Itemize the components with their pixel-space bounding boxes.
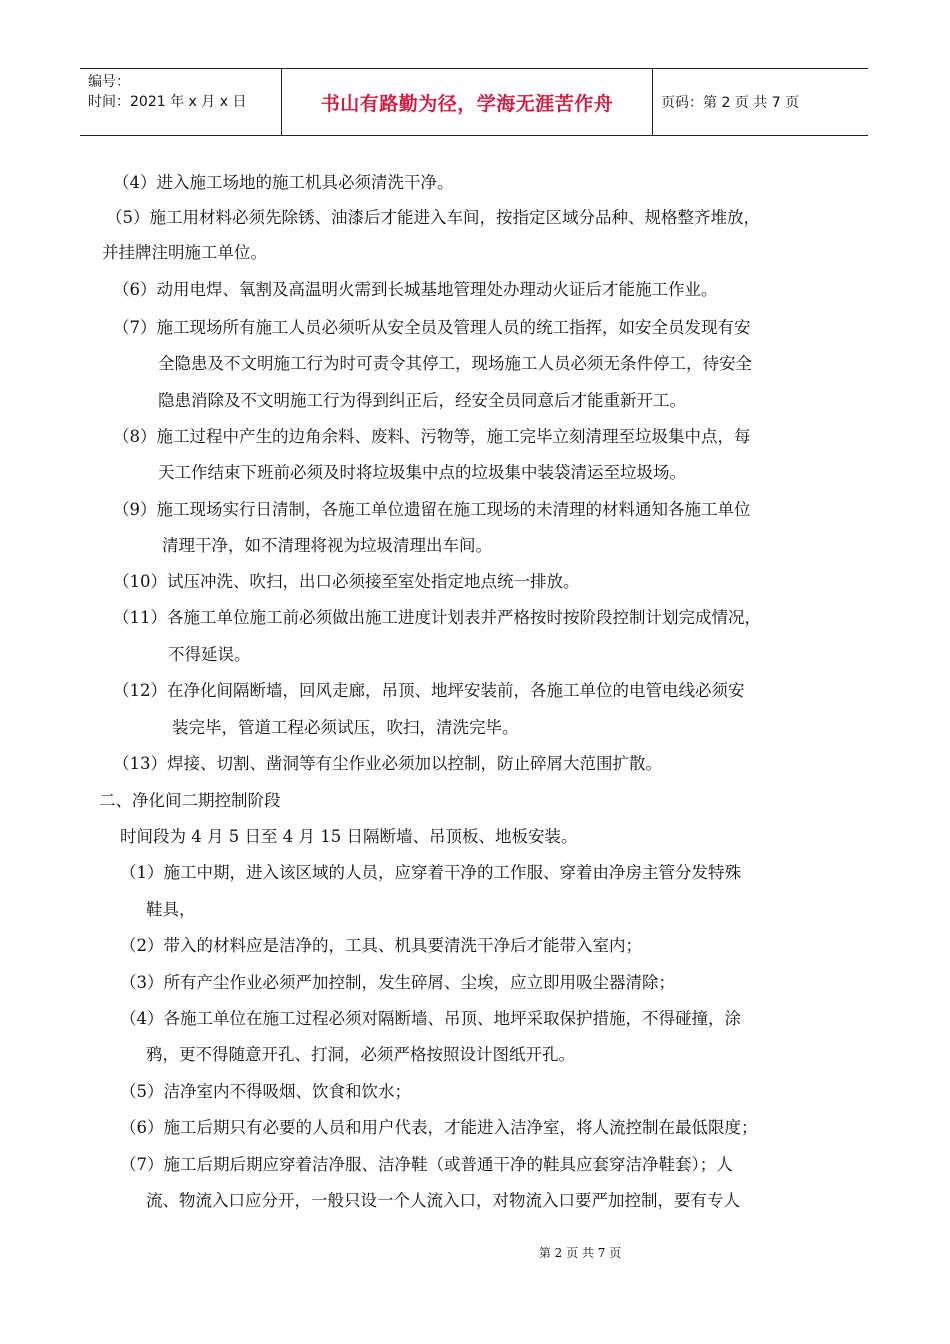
text-line: 天工作结束下班前必须及时将垃圾集中点的垃圾集中装袋清运至垃圾场。 [158,463,686,482]
text-line: （5）施工用材料必须先除锈、油漆后才能进入车间，按指定区域分品种、规格整齐堆放， [106,208,760,227]
text-line: （2）带入的材料应是洁净的，工具、机具要清洗干净后才能带入室内； [120,936,642,955]
text-line: （4）进入施工场地的施工机具必须清洗干净。 [113,173,454,192]
text-line: （11）各施工单位施工前必须做出施工进度计划表并严格按时按阶段控制计划完成情况， [113,608,761,627]
text-line: （6）施工后期只有必要的人员和用户代表，才能进入洁净室，将人流控制在最低限度； [120,1118,758,1137]
text-line: （13）焊接、切割、凿洞等有尘作业必须加以控制，防止碎屑大范围扩散。 [113,754,662,773]
text-line: 清理干净，如不清理将视为垃圾清理出车间。 [162,536,492,555]
text-line: （8）施工过程中产生的边角余料、废料、污物等，施工完毕立刻清理至垃圾集中点，每 [113,427,751,446]
text-line: （1）施工中期，进入该区域的人员，应穿着干净的工作服、穿着由净房主管分发特殊 [120,863,741,882]
number-label: 编号： [88,74,130,90]
text-line: （10）试压冲洗、吹扫，出口必须接至室处指定地点统一排放。 [113,572,580,591]
text-line: 隐患消除及不文明施工行为得到纠正后，经安全员同意后才能重新开工。 [158,391,686,410]
text-line: （3）所有产尘作业必须严加控制，发生碎屑、尘埃，应立即用吸尘器清除； [120,973,675,992]
header-table [80,68,868,136]
motto: 书山有路勤为径，学海无涯苦作舟 [282,69,653,135]
text-line: 不得延误。 [168,645,251,664]
text-line: 全隐患及不文明施工行为时可责令其停工，现场施工人员必须无条件停工，待安全 [158,354,752,373]
time-label: 时间：2021 年 x 月 x 日 [88,94,247,110]
text-line: （9）施工现场实行日清制，各施工单位遗留在施工现场的未清理的材料通知各施工单位 [113,500,751,519]
section-heading: 二、净化间二期控制阶段 [99,791,281,810]
text-line: 时间段为 4 月 5 日至 4 月 15 日隔断墙、吊顶板、地板安装。 [120,827,578,846]
text-line: （6）动用电焊、氧割及高温明火需到长城基地管理处办理动火证后才能施工作业。 [113,280,718,299]
text-line: （12）在净化间隔断墙，回风走廊，吊顶、地坪安装前，各施工单位的电管电线必须安 [113,681,745,700]
text-line: （7）施工现场所有施工人员必须听从安全员及管理人员的统工指挥，如安全员发现有安 [113,318,751,337]
text-line: 鞋具， [146,900,196,919]
text-line: 流、物流入口应分开，一般只设一个人流入口，对物流入口要严加控制，要有专人 [146,1191,740,1210]
page-label: 页码：第 2 页 共 7 页 [661,95,800,111]
text-line: 并挂牌注明施工单位。 [102,243,267,262]
text-line: （7）施工后期后期应穿着洁净服、洁净鞋（或普通干净的鞋具应套穿洁净鞋套）；人 [120,1155,733,1174]
page-footer: 第 2 页 共 7 页 [538,1246,622,1260]
text-line: 鸦，更不得随意开孔、打洞，必须严格按照设计图纸开孔。 [146,1045,575,1064]
text-line: 装完毕，管道工程必须试压，吹扫，清洗完毕。 [172,718,519,737]
header-info-cell [80,69,282,135]
text-line: （4）各施工单位在施工过程必须对隔断墙、吊顶、地坪采取保护措施，不得碰撞，涂 [120,1009,741,1028]
text-line: （5）洁净室内不得吸烟、饮食和饮水； [120,1082,411,1101]
